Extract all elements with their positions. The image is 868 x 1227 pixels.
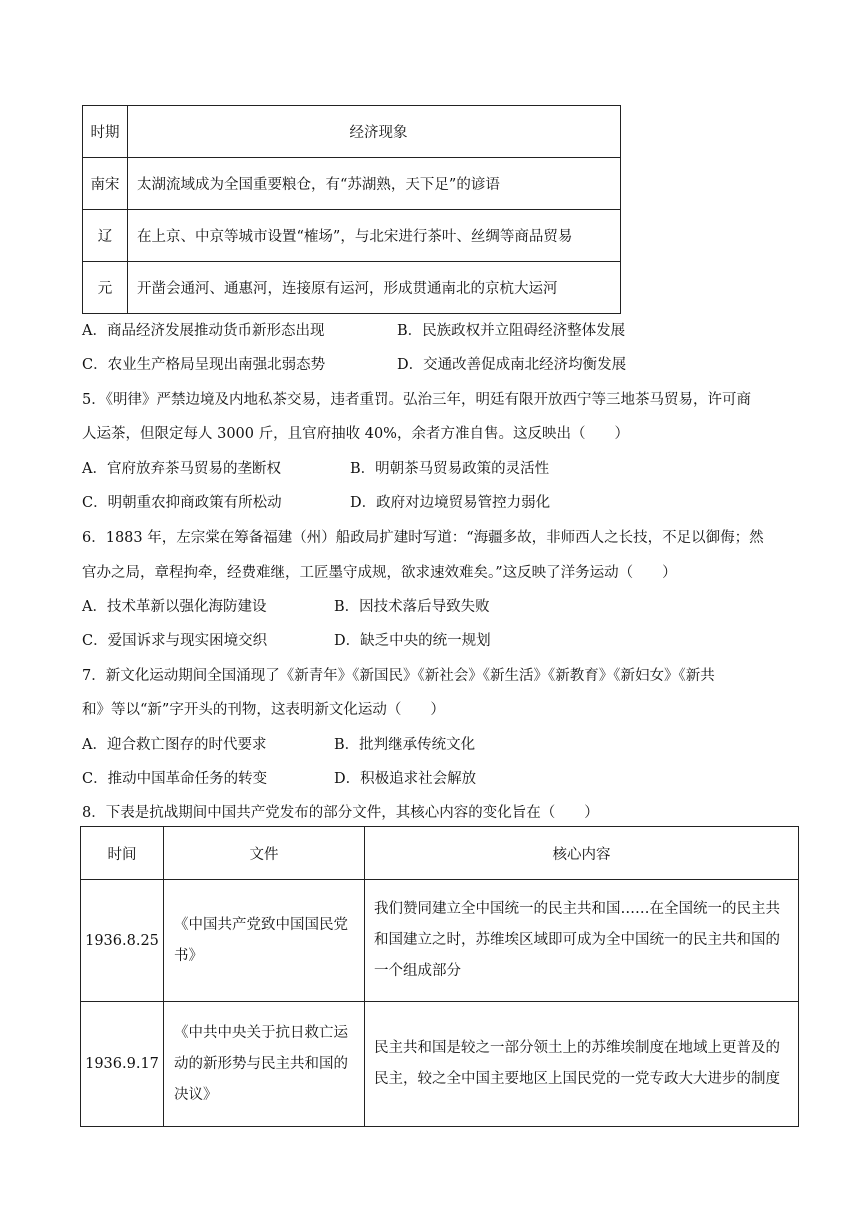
header-period: 时期 — [83, 106, 128, 158]
content-cell — [365, 1002, 799, 1127]
content-text: 民主共和国是较之一部分领土上的苏维埃制度在地域上更普及的民主，较之全中国主要地区上国民党的一党专政大大进步的制度 — [374, 1040, 780, 1087]
phenomenon-cell: 开凿会通河、通惠河，连接原有运河，形成贯通南北的京杭大运河 — [128, 262, 621, 314]
period-cell: 辽 — [83, 210, 128, 262]
q4-option-c: C．农业生产格局呈现出南强北弱态势 — [82, 357, 326, 373]
q5-option-d: D．政府对边境贸易管控力弱化 — [350, 495, 551, 511]
table-row — [83, 158, 621, 210]
document-cell — [164, 880, 365, 1002]
q5-option-b: B．明朝茶马贸易政策的灵活性 — [350, 461, 550, 477]
period-cell: 南宋 — [83, 158, 128, 210]
q8-stem: 8．下表是抗战期间中国共产党发布的部分文件，其核心内容的变化旨在（ ） — [82, 805, 599, 821]
table-header-row — [81, 827, 799, 880]
q6-stem-line2: 官办之局，章程拘牵，经费难继，工匠墨守成规，欲求速效难矣。”这反映了洋务运动（ ） — [82, 565, 677, 581]
header-document: 文件 — [164, 827, 365, 880]
document-text: 《中共中央关于抗日救亡运动的新形势与民主共和国的决议》 — [174, 1024, 348, 1103]
q5-option-a: A．官府放弃茶马贸易的垄断权 — [82, 461, 281, 477]
q4-option-b: B．民族政权并立阻碍经济整体发展 — [397, 323, 626, 339]
q6-option-c: C．爱国诉求与现实困境交织 — [82, 633, 268, 649]
period-cell: 元 — [83, 262, 128, 314]
table-row — [83, 262, 621, 314]
economic-phenomena-table — [82, 105, 621, 314]
q5-option-c: C．明朝重农抑商政策有所松动 — [82, 495, 282, 511]
q6-option-d: D．缺乏中央的统一规划 — [334, 633, 491, 649]
q7-option-b: B．批判继承传统文化 — [334, 737, 476, 753]
document-cell — [164, 1002, 365, 1127]
q5-stem-line2: 人运茶，但限定每人 3000 斤，且官府抽收 40%，余者方准自售。这反映出（ ） — [82, 426, 629, 442]
q6-option-b: B．因技术落后导致失败 — [334, 599, 490, 615]
q7-option-a: A．迎合救亡图存的时代要求 — [82, 737, 267, 753]
q4-option-d: D．交通改善促成南北经济均衡发展 — [397, 357, 627, 373]
content-cell — [365, 880, 799, 1002]
q7-stem-line1: 7．新文化运动期间全国涌现了《新青年》《新国民》《新社会》《新生活》《新教育》《新妇女》《新共 — [82, 668, 715, 684]
q7-option-c: C．推动中国革命任务的转变 — [82, 771, 268, 787]
table-row — [81, 880, 799, 1002]
q6-stem-line1: 6．1883 年，左宗棠在筹备福建（州）船政局扩建时写道：“海疆多故，非师西人之长技，不足以御侮；然 — [82, 530, 764, 546]
q7-option-d: D．积极追求社会解放 — [334, 771, 477, 787]
content-text: 我们赞同建立全中国统一的民主共和国……在全国统一的民主共和国建立之时，苏维埃区域即可成为全中国统一的民主共和国的一个组成部分 — [374, 901, 780, 979]
header-phenomenon: 经济现象 — [128, 106, 621, 158]
phenomenon-cell: 在上京、中京等城市设置“榷场”，与北宋进行茶叶、丝绸等商品贸易 — [128, 210, 621, 262]
date-cell: 1936.8.25 — [81, 880, 164, 1002]
table-header-row — [83, 106, 621, 158]
header-date: 时间 — [81, 827, 164, 880]
q7-stem-line2: 和》等以“新”字开头的刊物，这表明新文化运动（ ） — [82, 702, 445, 718]
q6-option-a: A．技术革新以强化海防建设 — [82, 599, 267, 615]
q4-option-a: A．商品经济发展推动货币新形态出现 — [82, 323, 325, 339]
table-row — [81, 1002, 799, 1127]
phenomenon-cell: 太湖流域成为全国重要粮仓，有“苏湖熟，天下足”的谚语 — [128, 158, 621, 210]
q5-stem-line1: 5．《明律》严禁边境及内地私茶交易，违者重罚。弘治三年，明廷有限开放西宁等三地茶马贸易，许可商 — [82, 392, 751, 408]
date-cell: 1936.9.17 — [81, 1002, 164, 1127]
ccp-documents-table — [80, 826, 799, 1127]
header-core-content: 核心内容 — [365, 827, 799, 880]
document-text: 《中国共产党致中国国民党书》 — [174, 916, 348, 964]
table-row — [83, 210, 621, 262]
